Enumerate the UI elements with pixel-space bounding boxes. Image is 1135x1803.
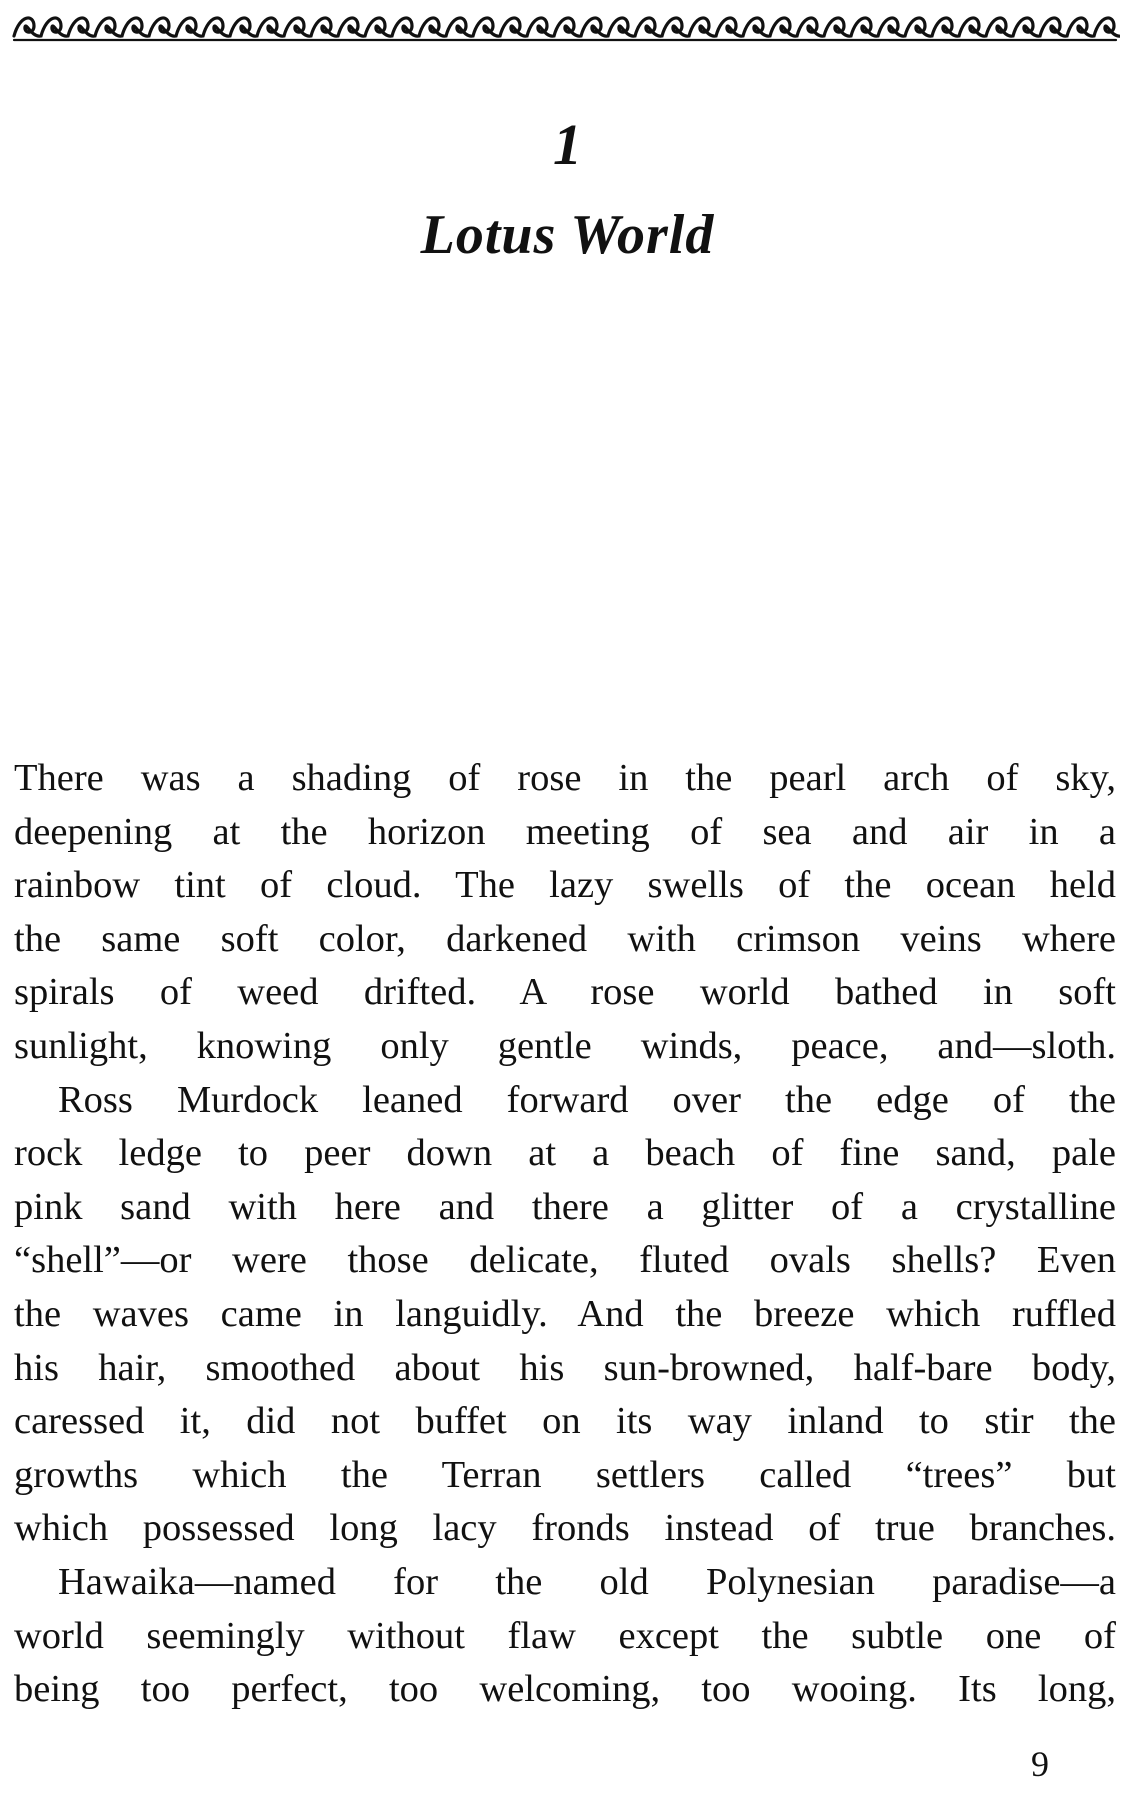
text-line: spirals of weed drifted. A rose world bathed in soft — [14, 971, 1116, 1014]
text-line: which possessed long lacy fronds instead of true branches. — [14, 1507, 1116, 1550]
decorative-border-ornament — [12, 10, 1120, 48]
text-line: “shell”—or were those delicate, fluted ovals shells? Even — [14, 1239, 1116, 1282]
text-line: caressed it, did not buffet on its way inland to stir the — [14, 1400, 1116, 1443]
page-number: 9 — [1031, 1744, 1049, 1784]
text-line: growths which the Terran settlers called “trees” but — [14, 1453, 1116, 1496]
text-line: the waves came in languidly. And the breeze which ruffled — [14, 1292, 1116, 1335]
text-line: sunlight, knowing only gentle winds, peace, and—sloth. — [14, 1024, 1116, 1067]
text-line: his hair, smoothed about his sun-browned, half-bare body, — [14, 1346, 1116, 1389]
chapter-title: Lotus World — [420, 204, 715, 266]
text-line: Hawaika—named for the old Polynesian paradise—a — [58, 1560, 1116, 1603]
text-line: pink sand with here and there a glitter of a crystalline — [14, 1185, 1116, 1228]
text-line: world seemingly without flaw except the subtle one of — [14, 1614, 1116, 1657]
text-line: rainbow tint of cloud. The lazy swells of the ocean held — [14, 864, 1116, 907]
text-line: Ross Murdock leaned forward over the edge of the — [58, 1078, 1116, 1121]
text-line: being too perfect, too welcoming, too wooing. Its long, — [14, 1668, 1116, 1711]
body-text — [14, 752, 1116, 1717]
text-line: rock ledge to peer down at a beach of fine sand, pale — [14, 1132, 1116, 1175]
chapter-number: 1 — [553, 112, 582, 177]
ornament-wave — [14, 18, 1120, 36]
text-line: the same soft color, darkened with crimson veins where — [14, 917, 1116, 960]
text-line: deepening at the horizon meeting of sea and air in a — [14, 810, 1116, 853]
text-line: There was a shading of rose in the pearl arch of sky, — [14, 757, 1116, 799]
